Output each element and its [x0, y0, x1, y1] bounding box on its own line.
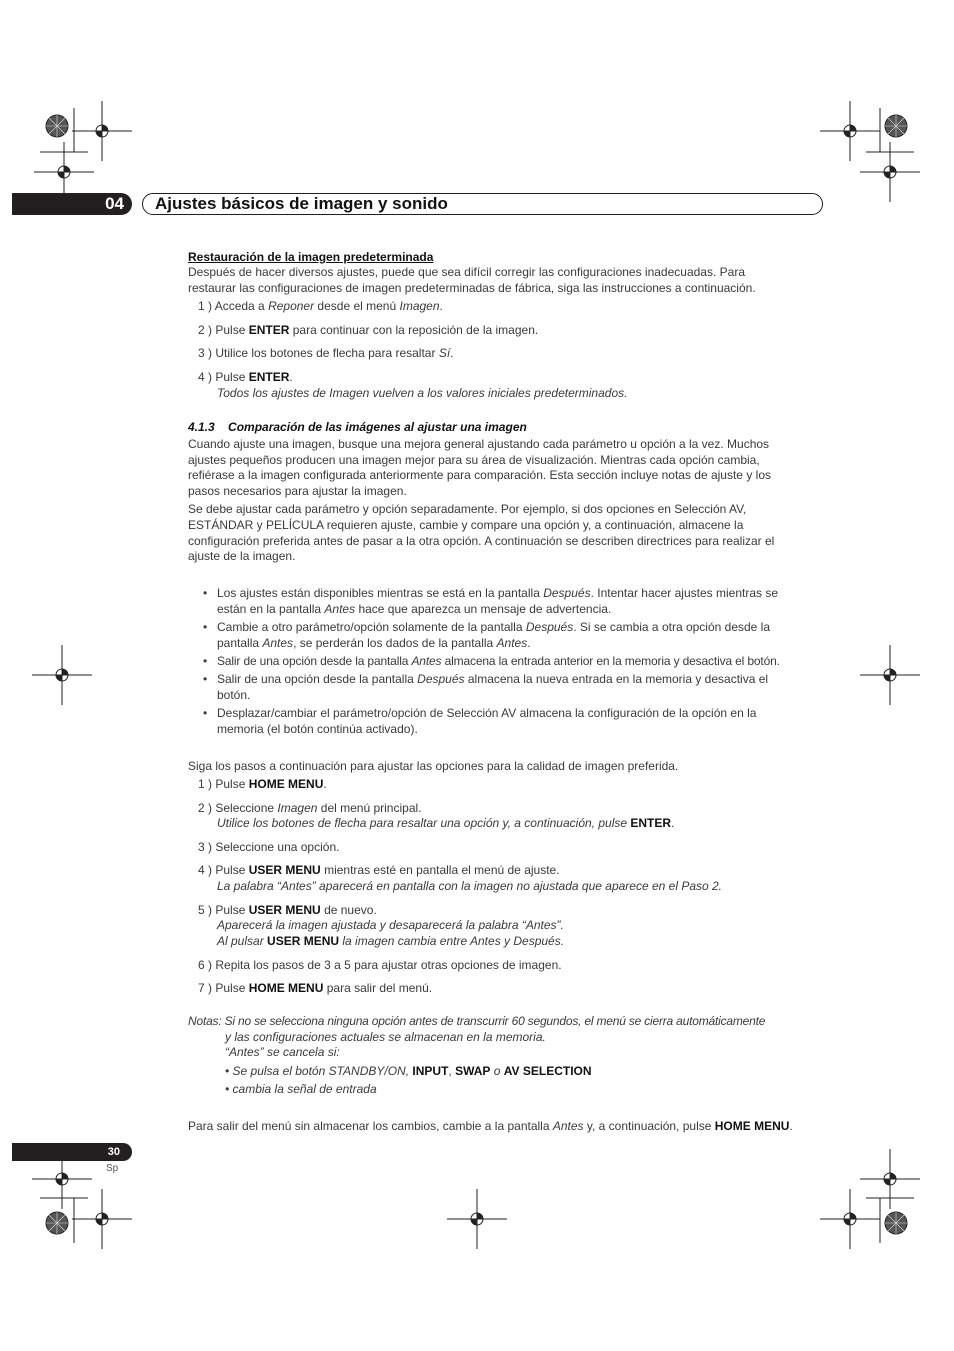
restore-step-4-note: Todos los ajustes de Imagen vuelven a los valores iniciales predeterminados. — [217, 386, 628, 400]
bullet-marker: • — [203, 586, 208, 600]
notes-line-2: y las configuraciones actuales se almacenan en la memoria. — [225, 1030, 546, 1044]
compare-step-7: 7 ) Pulse HOME MENU para salir del menú. — [198, 981, 433, 995]
compare-paragraph-2-line: ESTÁNDAR y PELÍCULA requieren ajuste, cambie y compare una opción y, a continuación, almacene la — [188, 518, 744, 532]
compare-step-5: 5 ) Pulse USER MENU de nuevo. — [198, 903, 377, 917]
compare-paragraph-2-line: Se debe ajustar cada parámetro y opción separadamente. Por ejemplo, si dos opciones en Selección AV, — [188, 502, 747, 516]
compare-step-5-note-1: Aparecerá la imagen ajustada y desaparecerá la palabra “Antes”. — [217, 918, 564, 932]
restore-step-3: 3 ) Utilice los botones de flecha para resaltar Sí. — [198, 346, 454, 360]
notes-line-5: • cambia la señal de entrada — [225, 1082, 377, 1096]
bullet-2-line-1: Cambie a otro parámetro/opción solamente de la pantalla Después. Si se cambia a otra opción desde la — [217, 620, 771, 634]
compare-heading: 4.1.3 Comparación de las imágenes al ajustar una imagen — [188, 420, 527, 434]
compare-paragraph-1-line: Cuando ajuste una imagen, busque una mejora general ajustando cada parámetro u opción a la vez. Muchos — [188, 437, 770, 451]
compare-step-2: 2 ) Seleccione Imagen del menú principal. — [198, 801, 422, 815]
bullet-4-line-1: Salir de una opción desde la pantalla Después almacena la nueva entrada en la memoria y desactiva el — [217, 672, 769, 686]
bullet-marker: • — [203, 706, 208, 720]
compare-paragraph-1-line: ajustes pequeños producen una imagen mejor para su área de visualización. Mientras cada opción cambia, — [188, 453, 760, 467]
notes-line-3: “Antes” se cancela si: — [225, 1045, 340, 1059]
compare-step-5-note-2: Al pulsar USER MENU la imagen cambia entre Antes y Después. — [217, 934, 565, 948]
bullet-3: Salir de una opción desde la pantalla Antes almacena la entrada anterior en la memoria y desactiva el botón. — [217, 654, 780, 668]
compare-paragraph-1-line: pasos necesarios para ajustar la imagen. — [188, 484, 407, 498]
compare-step-3: 3 ) Seleccione una opción. — [198, 840, 340, 854]
bullet-4-line-2: botón. — [217, 688, 251, 702]
bullet-marker: • — [203, 672, 208, 686]
exit-instructions: Para salir del menú sin almacenar los cambios, cambie a la pantalla Antes y, a continuación, pulse HOME MENU. — [188, 1119, 793, 1133]
bullet-marker: • — [203, 620, 208, 634]
notes-line-1: Notas: Si no se selecciona ninguna opción antes de transcurrir 60 segundos, el menú se cierra automáticamente — [188, 1014, 766, 1028]
language-code: Sp — [106, 1163, 119, 1174]
restore-intro-line: Después de hacer diversos ajustes, puede que sea difícil corregir las configuraciones inadecuadas. Para — [188, 265, 745, 279]
compare-paragraph-2-line: ajuste de la imagen. — [188, 549, 296, 563]
chapter-title-bar — [142, 193, 823, 215]
bullet-5-line-2: memoria (el botón continúa activado). — [217, 722, 418, 736]
restore-step-4: 4 ) Pulse ENTER. — [198, 370, 293, 384]
bullet-1-line-2: están en la pantalla Antes hace que aparezca un mensaje de advertencia. — [217, 602, 612, 616]
compare-paragraph-2-line: configuración preferida antes de pasar a la otra opción. A continuación se describen directrices para realizar el — [188, 534, 775, 548]
bullet-5-line-1: Desplazar/cambiar el parámetro/opción de Selección AV almacena la configuración de la opción en la — [217, 706, 757, 720]
compare-step-2-note: Utilice los botones de flecha para resaltar una opción y, a continuación, pulse ENTER. — [217, 816, 675, 830]
compare-paragraph-1-line: refiérase a la imagen configurada anteriormente para comparación. Esta sección incluye notas de ajuste y los — [188, 468, 771, 482]
restore-intro-line: restaurar las configuraciones de imagen predeterminadas de fábrica, siga las instrucciones a continuación. — [188, 281, 756, 295]
bullet-1-line-1: Los ajustes están disponibles mientras se está en la pantalla Después. Intentar hacer ajustes mientras se — [217, 586, 779, 600]
compare-step-1: 1 ) Pulse HOME MENU. — [198, 777, 327, 791]
chapter-number-tab — [12, 193, 132, 215]
chapter-number: 04 — [105, 194, 124, 213]
restore-step-1: 1 ) Acceda a Reponer desde el menú Imagen. — [198, 299, 443, 313]
bullet-marker: • — [203, 654, 208, 668]
restore-heading: Restauración de la imagen predeterminada — [188, 250, 434, 264]
page-number-tab — [12, 1143, 132, 1161]
notes-line-4: • Se pulsa el botón STANDBY/ON, INPUT, SWAP o AV SELECTION — [225, 1064, 592, 1078]
compare-step-6: 6 ) Repita los pasos de 3 a 5 para ajustar otras opciones de imagen. — [198, 958, 562, 972]
chapter-title: Ajustes básicos de imagen y sonido — [155, 194, 448, 213]
compare-follow-text: Siga los pasos a continuación para ajustar las opciones para la calidad de imagen preferida. — [188, 759, 679, 773]
restore-step-2: 2 ) Pulse ENTER para continuar con la reposición de la imagen. — [198, 323, 539, 337]
bullet-2-line-2: pantalla Antes, se perderán los dados de la pantalla Antes. — [217, 636, 531, 650]
compare-step-4: 4 ) Pulse USER MENU mientras esté en pantalla el menú de ajuste. — [198, 863, 560, 877]
compare-step-4-note: La palabra “Antes” aparecerá en pantalla con la imagen no ajustada que aparece en el Paso 2. — [217, 879, 723, 893]
page-number: 30 — [107, 1146, 120, 1158]
